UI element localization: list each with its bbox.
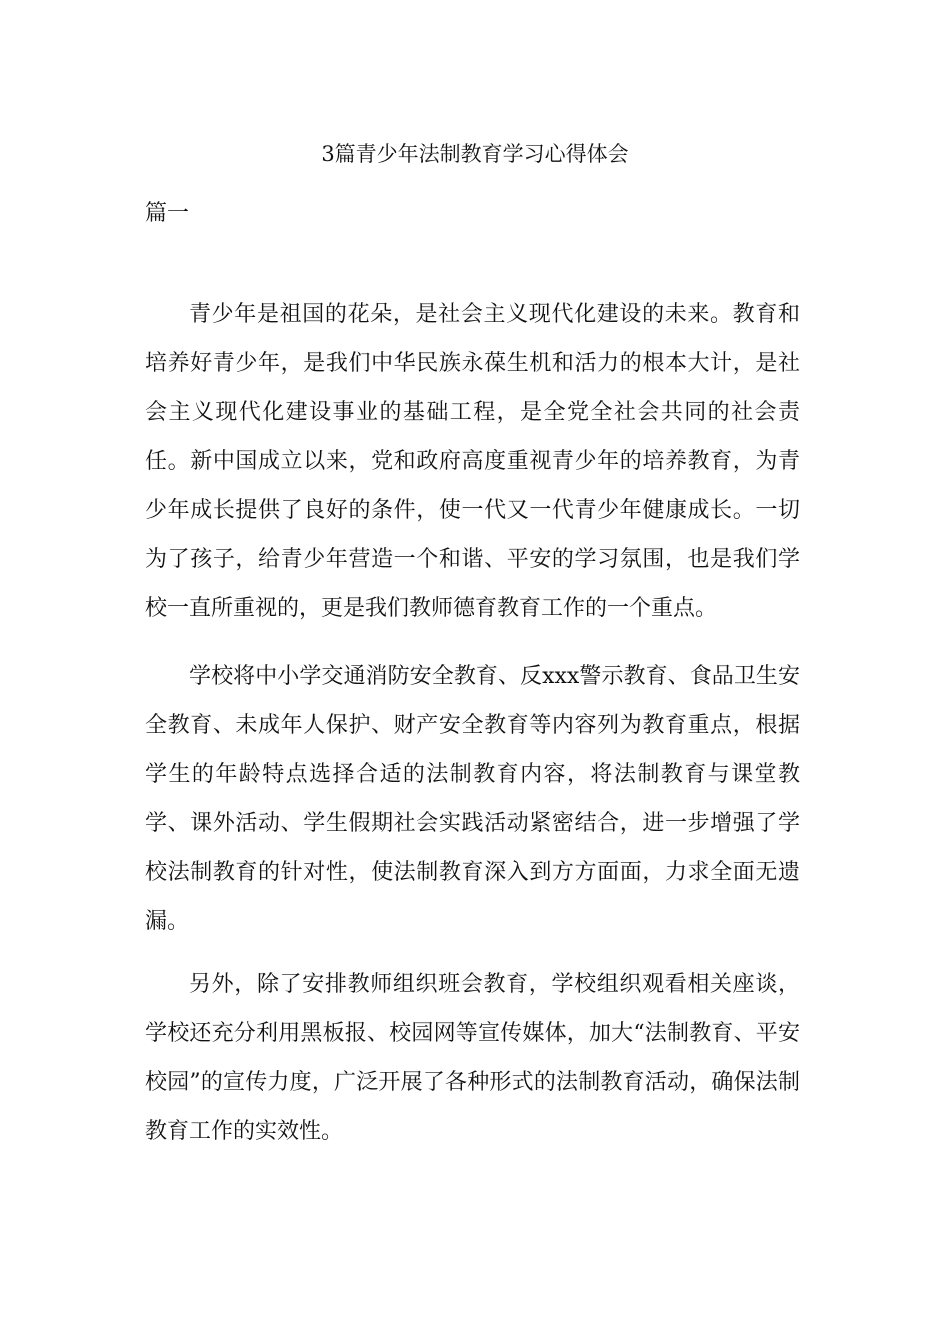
section-heading: 篇一 <box>145 201 190 226</box>
paragraph-3: 另外，除了安排教师组织班会教育，学校组织观看相关座谈，学校还充分利用黑板报、校园网等宣传媒体，加大“法制教育、平安校园”的宣传力度，广泛开展了各种形式的法制教育活动，确保法制教育工作的实效性。 <box>145 972 800 1144</box>
paragraph-2: 学校将中小学交通消防安全教育、反xxx警示教育、食品卫生安全教育、未成年人保护、财产安全教育等内容列为教育重点，根据学生的年龄特点选择合适的法制教育内容，将法制教育与课堂教学、课外活动、学生假期社会实践活动紧密结合，进一步增强了学校法制教育的针对性，使法制教育深入到方方面面，力求全面无遗漏。 <box>145 664 800 934</box>
paragraph-1: 青少年是祖国的花朵，是社会主义现代化建设的未来。教育和培养好青少年，是我们中华民族永葆生机和活力的根本大计，是社会主义现代化建设事业的基础工程，是全党全社会共同的社会责任。新中国成立以来，党和政府高度重视青少年的培养教育，为青少年成长提供了良好的条件，使一代又一代青少年健康成长。一切为了孩子，给青少年营造一个和谐、平安的学习氛围，也是我们学校一直所重视的，更是我们教师德育教育工作的一个重点。 <box>145 302 800 621</box>
document-title: 3篇青少年法制教育学习心得体会 <box>321 142 629 166</box>
